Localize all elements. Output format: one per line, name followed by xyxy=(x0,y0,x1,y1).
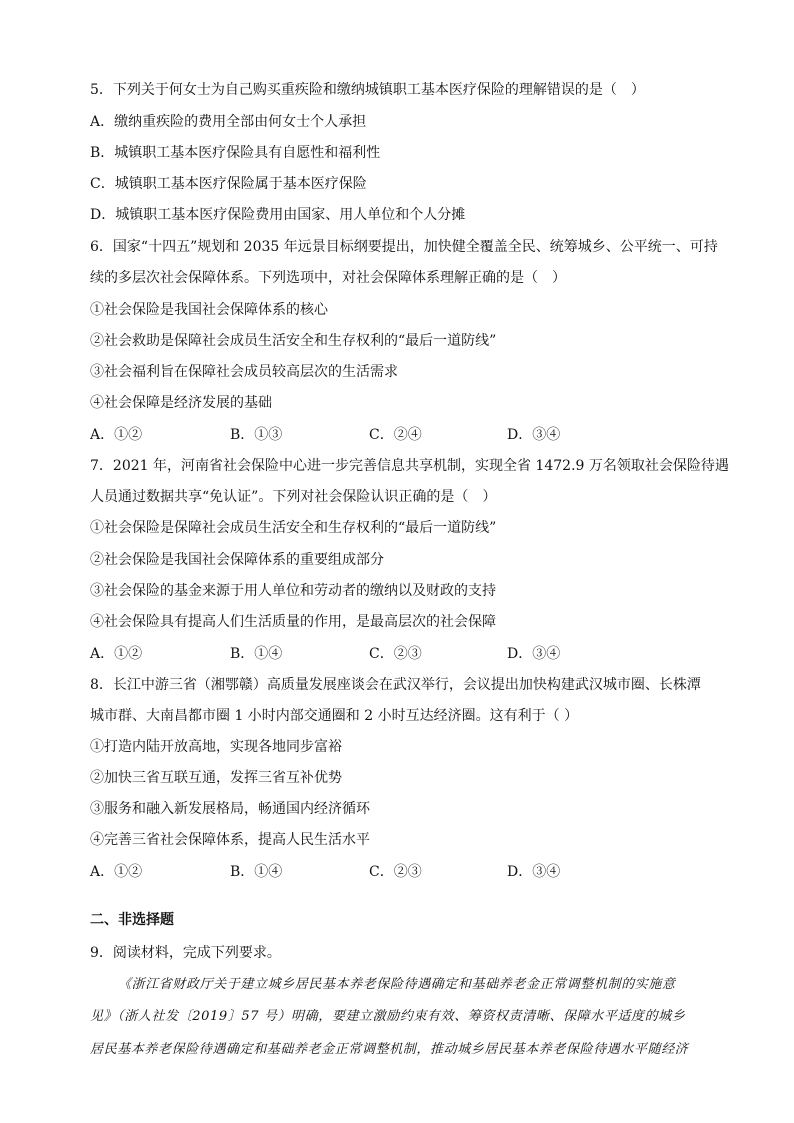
q8-choice-b: B．①④ xyxy=(230,864,283,880)
q7-item-3: ③社会保险的基金来源于用人单位和劳动者的缴纳以及财政的支持 xyxy=(90,583,496,599)
q8-choice-c: C．②③ xyxy=(369,864,422,880)
q6-item-1: ①社会保险是我国社会保障体系的核心 xyxy=(90,302,328,318)
q9-stem: 9．阅读材料，完成下列要求。 xyxy=(90,945,281,961)
q6-choice-c: C．②④ xyxy=(369,427,422,443)
q7-item-2: ②社会保险是我国社会保障体系的重要组成部分 xyxy=(90,552,384,568)
q6-stem-line1: 6．国家“十四五”规划和 2035 年远景目标纲要提出，加快健全覆盖全民、统筹城乡、公平统一、可持 xyxy=(90,239,718,255)
q5-stem: 5．下列关于何女士为自己购买重疾险和缴纳城镇职工基本医疗保险的理解错误的是（ ） xyxy=(90,82,645,98)
q8-choice-a: A．①② xyxy=(90,864,143,880)
q5-option-d: D．城镇职工基本医疗保险费用由国家、用人单位和个人分摊 xyxy=(90,207,466,223)
q8-stem-line2: 城市群、大南昌都市圈 1 小时内部交通圈和 2 小时互达经济圈。这有利于（ ） xyxy=(90,708,579,724)
q7-stem-line1: 7．2021 年，河南省社会保险中心进一步完善信息共享机制，实现全省 1472.9 万名领取社会保险待遇 xyxy=(90,458,729,474)
q8-item-4: ④完善三省社会保障体系，提高人民生活水平 xyxy=(90,832,370,848)
q7-item-4: ④社会保险具有提高人们生活质量的作用，是最高层次的社会保障 xyxy=(90,614,496,630)
q6-item-4: ④社会保障是经济发展的基础 xyxy=(90,395,272,411)
q5-option-c: C．城镇职工基本医疗保险属于基本医疗保险 xyxy=(90,176,367,192)
q7-choice-a: A．①② xyxy=(90,646,143,662)
q8-choice-d: D．③④ xyxy=(507,864,561,880)
q6-item-2: ②社会救助是保障社会成员生活安全和生存权利的“最后一道防线” xyxy=(90,333,497,349)
q7-stem-line2: 人员通过数据共享“免认证”。下列对社会保险认识正确的是（ ） xyxy=(90,489,497,505)
q6-stem-line2: 续的多层次社会保障体系。下列选项中，对社会保障体系理解正确的是（ ） xyxy=(90,270,566,286)
q5-option-b: B．城镇职工基本医疗保险具有自愿性和福利性 xyxy=(90,145,381,161)
section-heading: 二、非选择题 xyxy=(90,912,174,928)
q8-item-3: ③服务和融入新发展格局，畅通国内经济循环 xyxy=(90,801,370,817)
q9-material-line3: 居民基本养老保险待遇确定和基础养老金正常调整机制，推动城乡居民基本养老保险待遇水平随经济 xyxy=(90,1042,689,1057)
q7-choice-d: D．③④ xyxy=(507,646,561,662)
q8-item-2: ②加快三省互联互通，发挥三省互补优势 xyxy=(90,770,342,786)
q6-choice-d: D．③④ xyxy=(507,427,561,443)
q5-option-a: A．缴纳重疾险的费用全部由何女士个人承担 xyxy=(90,114,367,130)
q6-choice-b: B．①③ xyxy=(230,427,283,443)
q6-choice-a: A．①② xyxy=(90,427,143,443)
q8-stem-line1: 8．长江中游三省（湘鄂赣）高质量发展座谈会在武汉举行，会议提出加快构建武汉城市圈、长株潭 xyxy=(90,677,701,693)
q9-material-line2: 见》（浙人社发〔2019〕57 号）明确，要建立激励约束有效、筹资权责清晰、保障水平适度的城乡 xyxy=(90,1009,686,1024)
q7-choice-c: C．②③ xyxy=(369,646,422,662)
q9-material-line1: 《浙江省财政厅关于建立城乡居民基本养老保险待遇确定和基础养老金正常调整机制的实施意 xyxy=(118,977,676,992)
q8-item-1: ①打造内陆开放高地，实现各地同步富裕 xyxy=(90,739,342,755)
q7-choice-b: B．①④ xyxy=(230,646,283,662)
q6-item-3: ③社会福利旨在保障社会成员较高层次的生活需求 xyxy=(90,364,398,380)
q7-item-1: ①社会保险是保障社会成员生活安全和生存权利的“最后一道防线” xyxy=(90,520,497,536)
